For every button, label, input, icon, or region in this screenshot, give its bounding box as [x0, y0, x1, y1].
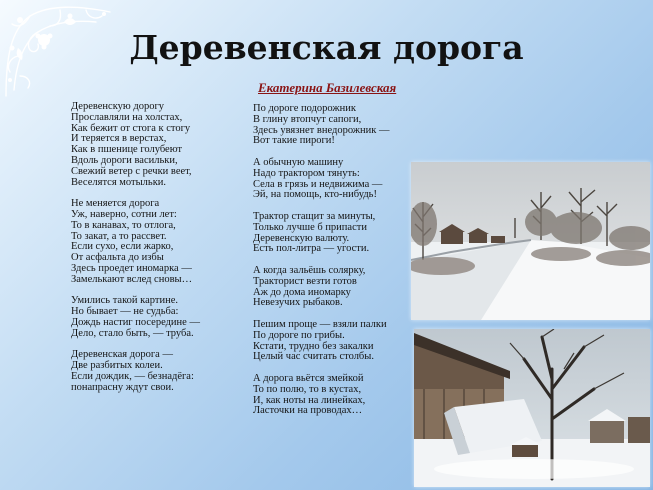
- poem-line: По дороге подорожник: [253, 103, 356, 114]
- poem-line: И, как ноты на линейках,: [253, 394, 366, 406]
- poem-stanza: [71, 296, 200, 339]
- poem-line: Села в грязь и недвижима —: [253, 178, 383, 190]
- poem-stanza: [253, 320, 390, 363]
- poem-stanza: [71, 350, 200, 393]
- poem-line: Дождь настиг посередине —: [71, 316, 200, 328]
- poem-line: Не меняется дорога: [71, 198, 160, 210]
- poem-stanza: [71, 199, 200, 285]
- poem-line: Вот такие пироги!: [253, 135, 335, 147]
- page-title: Деревенская дорога: [129, 28, 524, 67]
- poem-line: Трактор стащит за минуты,: [253, 210, 376, 222]
- poem-line: понапрасну ждут свои.: [71, 381, 174, 393]
- poem-line: Умились такой картине.: [71, 295, 178, 307]
- poem-line: Как бежит от стога к стогу: [71, 122, 191, 134]
- poem-line: Эй, на помощь, кто-нибудь!: [253, 189, 377, 201]
- photo-icon: [411, 162, 650, 320]
- poem-line: По дороге по грибы.: [253, 329, 345, 341]
- winter-village-road-photo: [411, 162, 650, 320]
- poem-line: Здесь проедет иномарка —: [71, 262, 192, 274]
- poem-stanza: [253, 374, 390, 417]
- poem-line: Пешим проще — взяли палки: [253, 318, 387, 330]
- poem-line: Дело, стало быть, — труба.: [71, 327, 194, 339]
- poem-line: Кстати, трудно без закалки: [253, 340, 374, 352]
- snowy-yard-shed-photo: [414, 329, 650, 487]
- poem-line: Целый час считать столбы.: [253, 351, 374, 363]
- poem-line: Вдоль дороги васильки,: [71, 154, 178, 166]
- poem-line: То в канавах, то отлога,: [71, 219, 176, 231]
- author-name: Екатерина Базилевская: [258, 80, 397, 95]
- poem-line: Деревенскую валюту.: [253, 232, 350, 244]
- poem-line: Две разбитых колеи.: [71, 360, 163, 372]
- poem-line: В глину втопчут сапоги,: [253, 113, 362, 125]
- poem-line: Свежий ветер с речки веет,: [71, 165, 192, 177]
- poem-line: Деревенскую дорогу: [71, 101, 165, 112]
- poem-line: Замелькают вслед сновы…: [71, 273, 193, 285]
- poem-line: А обычную машину: [253, 156, 344, 168]
- poem-line: Если дождик, — безнадёга:: [71, 370, 194, 382]
- poem-line: Только лучше б припасти: [253, 221, 367, 233]
- poem-line: Здесь увязнет внедорожник —: [253, 124, 390, 136]
- poem-stanza: [71, 102, 200, 188]
- poem-line: Деревенская дорога —: [71, 349, 173, 361]
- poem-line: Невезучих рыбаков.: [253, 297, 343, 309]
- poem-line: Ласточки на проводах…: [253, 405, 363, 417]
- poem-line: Аж до дома иномарку: [253, 286, 351, 298]
- poem-column-left: [71, 102, 200, 404]
- poem-stanza: [253, 104, 390, 147]
- poem-line: Тракторист везти готов: [253, 275, 357, 287]
- poem-line: И теряется в верстах,: [71, 133, 167, 145]
- poem-line: Как в пшенице голубеют: [71, 144, 183, 156]
- poem-line: Но бывает — не судьба:: [71, 306, 179, 318]
- poem-stanza: [253, 212, 390, 255]
- photo-icon: [414, 329, 650, 487]
- poem-line: Уж, наверно, сотни лет:: [71, 208, 177, 220]
- poem-line: От асфальта до избы: [71, 252, 164, 264]
- poem-line: То по полю, то в кустах,: [253, 383, 362, 395]
- poem-line: Надо трактором тянуть:: [253, 167, 360, 179]
- poem-line: А когда зальёшь солярку,: [253, 264, 366, 276]
- poem-column-right: [253, 104, 390, 428]
- poem-line: Веселятся мотыльки.: [71, 176, 167, 188]
- poem-line: Если сухо, если жарко,: [71, 241, 174, 253]
- poem-line: Прославляли на холстах,: [71, 111, 183, 123]
- poem-stanza: [253, 266, 390, 309]
- poem-line: А дорога вьётся змейкой: [253, 372, 364, 384]
- poem-stanza: [253, 158, 390, 201]
- poem-line: То закат, а то рассвет.: [71, 230, 167, 242]
- poem-line: Есть пол-литра — угости.: [253, 243, 370, 255]
